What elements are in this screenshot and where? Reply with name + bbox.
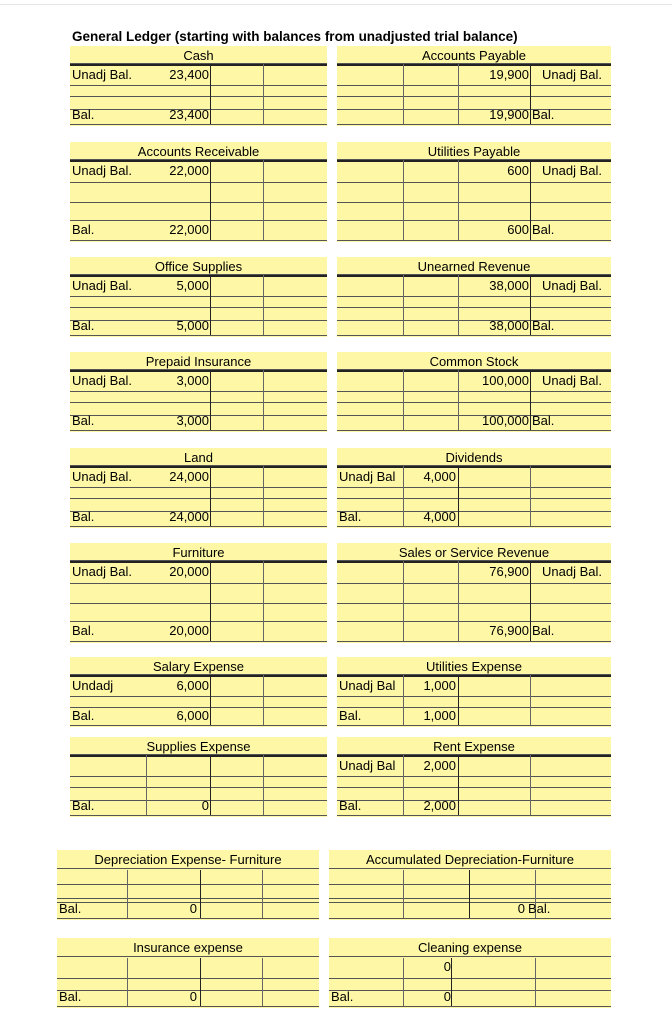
entry-label: Bal. xyxy=(72,413,95,428)
utilities-payable-account xyxy=(337,142,611,242)
entry-amount: 600 xyxy=(507,222,529,237)
ledger-column-rule xyxy=(127,958,128,1006)
ledger-rule xyxy=(329,990,611,991)
debit-credit-divider xyxy=(530,160,531,240)
entry-amount: 5,000 xyxy=(176,278,209,293)
entry-amount: 6,000 xyxy=(176,708,209,723)
cash-account xyxy=(70,46,327,126)
ledger-column-rule xyxy=(263,675,264,725)
ledger-rule xyxy=(70,621,327,622)
ledger-rule xyxy=(70,240,327,241)
utilities-expense-account xyxy=(337,657,611,727)
ledger-rule xyxy=(329,868,611,869)
accumulated-depreciation-account xyxy=(329,850,611,920)
entry-label: Bal. xyxy=(528,901,551,916)
entry-amount: 76,900 xyxy=(489,564,529,579)
entry-amount: 20,000 xyxy=(169,623,209,638)
entry-amount: 0 xyxy=(189,901,197,916)
entry-label: Undadj xyxy=(72,678,114,693)
ledger-rule xyxy=(337,391,611,392)
ledger-rule xyxy=(70,335,327,336)
entry-amount: 38,000 xyxy=(489,318,529,333)
land-account xyxy=(70,448,327,528)
ledger-column-rule xyxy=(403,275,404,335)
t-account-top-rule xyxy=(70,466,327,468)
entry-amount: 24,000 xyxy=(169,469,209,484)
t-account-top-rule xyxy=(337,675,611,677)
ledger-rule xyxy=(337,641,611,642)
ledger-rule xyxy=(70,85,327,86)
furniture-account xyxy=(70,543,327,643)
entry-amount: 76,900 xyxy=(489,623,529,638)
ledger-column-rule xyxy=(263,64,264,124)
entry-label: Unadj Bal. xyxy=(72,564,132,579)
debit-credit-divider xyxy=(210,466,211,526)
ledger-rule xyxy=(337,402,611,403)
entry-label: Unadj Bal. xyxy=(542,278,602,293)
t-account-top-rule xyxy=(70,275,327,277)
ledger-rule xyxy=(337,240,611,241)
ledger-rule xyxy=(57,956,319,957)
rent-expense-account xyxy=(337,737,611,817)
debit-credit-divider xyxy=(458,675,459,725)
account-title: Utilities Expense xyxy=(425,659,523,674)
ledger-column-rule xyxy=(262,870,263,918)
entry-label: Bal. xyxy=(532,413,555,428)
account-title: Insurance expense xyxy=(133,940,243,955)
account-title: Accounts Receivable xyxy=(137,144,260,159)
entry-label: Unadj Bal. xyxy=(72,469,132,484)
account-title: Cleaning expense xyxy=(417,940,523,955)
t-account-top-rule xyxy=(70,675,327,677)
ledger-rule xyxy=(337,725,611,726)
entry-amount: 3,000 xyxy=(176,413,209,428)
account-title: Prepaid Insurance xyxy=(145,354,252,369)
ledger-column-rule xyxy=(262,958,263,1006)
ledger-rule xyxy=(70,815,327,816)
ledger-rule xyxy=(337,202,611,203)
entry-label: Bal. xyxy=(72,509,95,524)
debit-credit-divider xyxy=(458,755,459,815)
office-supplies-account xyxy=(70,257,327,337)
account-title: Common Stock xyxy=(429,354,519,369)
ledger-rule xyxy=(70,430,327,431)
ledger-column-rule xyxy=(127,870,128,918)
accounts-payable-account xyxy=(337,46,611,126)
entry-label: Bal. xyxy=(339,708,362,723)
ledger-rule xyxy=(337,511,611,512)
ledger-rule xyxy=(329,898,611,899)
ledger-rule xyxy=(70,391,327,392)
account-title: Sales or Service Revenue xyxy=(398,545,550,560)
debit-credit-divider xyxy=(210,160,211,240)
entry-amount: 3,000 xyxy=(176,373,209,388)
debit-credit-divider xyxy=(210,561,211,641)
entry-amount: 1,000 xyxy=(423,708,456,723)
t-account-top-rule xyxy=(337,370,611,372)
entry-amount: 0 xyxy=(189,989,197,1004)
ledger-column-rule xyxy=(403,160,404,240)
ledger-rule xyxy=(337,583,611,584)
ledger-rule xyxy=(337,776,611,777)
ledger-column-rule xyxy=(403,370,404,430)
ledger-column-rule xyxy=(530,675,531,725)
ledger-column-rule xyxy=(263,561,264,641)
entry-amount: 19,900 xyxy=(489,107,529,122)
t-account-top-rule xyxy=(337,466,611,468)
entry-amount: 100,000 xyxy=(482,413,529,428)
ledger-rule xyxy=(329,956,611,957)
ledger-rule xyxy=(70,526,327,527)
ledger-rule xyxy=(70,498,327,499)
debit-credit-divider xyxy=(530,64,531,124)
ledger-column-rule xyxy=(403,561,404,641)
page-title: General Ledger (starting with balances from unadjusted trial balance) xyxy=(72,29,518,44)
entry-label: Bal. xyxy=(331,989,354,1004)
ledger-rule xyxy=(57,918,319,919)
ledger-rule xyxy=(337,696,611,697)
account-title: Rent Expense xyxy=(433,739,515,754)
entry-amount: 23,400 xyxy=(169,67,209,82)
ledger-rule xyxy=(57,978,319,979)
ledger-column-rule xyxy=(263,755,264,815)
entry-label: Bal. xyxy=(72,222,95,237)
t-account-top-rule xyxy=(337,160,611,162)
t-account-top-rule xyxy=(337,561,611,563)
entry-label: Bal. xyxy=(59,989,82,1004)
ledger-rule xyxy=(70,725,327,726)
ledger-column-rule xyxy=(263,160,264,240)
entry-amount: 24,000 xyxy=(169,509,209,524)
unearned-revenue-account xyxy=(337,257,611,337)
entry-amount: 22,000 xyxy=(169,222,209,237)
entry-label: Unadj Bal xyxy=(339,678,396,693)
debit-credit-divider xyxy=(210,275,211,335)
entry-label: Unadj Bal. xyxy=(542,373,602,388)
ledger-rule xyxy=(337,787,611,788)
entry-amount: 4,000 xyxy=(423,509,456,524)
entry-label: Bal. xyxy=(532,318,555,333)
ledger-rule xyxy=(337,800,611,801)
ledger-rule xyxy=(70,402,327,403)
ledger-column-rule xyxy=(403,870,404,918)
account-title: Utilities Payable xyxy=(427,144,521,159)
ledger-rule xyxy=(337,296,611,297)
debit-credit-divider xyxy=(210,370,211,430)
ledger-rule xyxy=(70,776,327,777)
ledger-rule xyxy=(70,787,327,788)
ledger-rule xyxy=(337,335,611,336)
debit-credit-divider xyxy=(210,64,211,124)
ledger-rule xyxy=(57,868,319,869)
ledger-rule xyxy=(337,603,611,604)
ledger-rule xyxy=(70,182,327,183)
entry-amount: 22,000 xyxy=(169,163,209,178)
top-divider xyxy=(0,4,672,5)
entry-amount: 0 xyxy=(201,798,209,813)
salary-expense-account xyxy=(70,657,327,727)
ledger-rule xyxy=(70,641,327,642)
depreciation-expense-account xyxy=(57,850,319,920)
entry-label: Bal. xyxy=(532,222,555,237)
debit-credit-divider xyxy=(530,370,531,430)
t-account-top-rule xyxy=(70,160,327,162)
dividends-account xyxy=(337,448,611,528)
ledger-rule xyxy=(337,487,611,488)
t-account-top-rule xyxy=(70,561,327,563)
ledger-rule xyxy=(70,220,327,221)
account-title: Accumulated Depreciation-Furniture xyxy=(365,852,575,867)
ledger-rule xyxy=(70,202,327,203)
entry-amount: 0 xyxy=(443,989,451,1004)
entry-amount: 20,000 xyxy=(169,564,209,579)
entry-amount: 4,000 xyxy=(423,469,456,484)
ledger-rule xyxy=(337,220,611,221)
ledger-rule xyxy=(337,124,611,125)
entry-amount: 23,400 xyxy=(169,107,209,122)
entry-amount: 1,000 xyxy=(423,678,456,693)
entry-amount: 0 xyxy=(443,959,451,974)
entry-amount: 600 xyxy=(507,163,529,178)
entry-label: Unadj Bal. xyxy=(72,373,132,388)
debit-credit-divider xyxy=(530,561,531,641)
entry-label: Unadj Bal. xyxy=(72,163,132,178)
entry-label: Unadj Bal xyxy=(339,469,396,484)
debit-credit-divider xyxy=(200,958,201,1006)
entry-label: Unadj Bal. xyxy=(542,564,602,579)
t-account-top-rule xyxy=(337,755,611,757)
debit-credit-divider xyxy=(458,466,459,526)
ledger-rule xyxy=(337,498,611,499)
entry-amount: 0 xyxy=(517,901,525,916)
entry-label: Bal. xyxy=(72,798,95,813)
account-title: Land xyxy=(184,450,213,465)
ledger-rule xyxy=(70,696,327,697)
supplies-expense-account xyxy=(70,737,327,817)
entry-label: Unadj Bal. xyxy=(72,67,132,82)
entry-amount: 38,000 xyxy=(489,278,529,293)
account-title: Accounts Payable xyxy=(421,48,527,63)
ledger-column-rule xyxy=(263,466,264,526)
entry-label: Unadj Bal xyxy=(339,758,396,773)
sales-revenue-account xyxy=(337,543,611,643)
t-account-top-rule xyxy=(70,64,327,66)
t-account-top-rule xyxy=(337,64,611,66)
insurance-expense-account xyxy=(57,938,319,1008)
entry-label: Bal. xyxy=(339,798,362,813)
ledger-rule xyxy=(70,124,327,125)
entry-amount: 100,000 xyxy=(482,373,529,388)
ledger-rule xyxy=(70,487,327,488)
entry-label: Bal. xyxy=(532,107,555,122)
ledger-rule xyxy=(329,918,611,919)
ledger-rule xyxy=(70,307,327,308)
ledger-column-rule xyxy=(263,370,264,430)
account-title: Supplies Expense xyxy=(146,739,251,754)
ledger-rule xyxy=(329,1006,611,1007)
account-title: Cash xyxy=(183,48,214,63)
entry-label: Bal. xyxy=(72,708,95,723)
ledger-rule xyxy=(70,583,327,584)
t-account-top-rule xyxy=(70,370,327,372)
ledger-rule xyxy=(337,526,611,527)
debit-credit-divider xyxy=(200,870,201,918)
ledger-column-rule xyxy=(263,275,264,335)
debit-credit-divider xyxy=(451,958,452,1006)
ledger-rule xyxy=(337,85,611,86)
ledger-rule xyxy=(337,815,611,816)
ledger-rule xyxy=(337,707,611,708)
ledger-rule xyxy=(70,96,327,97)
debit-credit-divider xyxy=(530,275,531,335)
ledger-rule xyxy=(57,898,319,899)
ledger-rule xyxy=(337,621,611,622)
ledger-column-rule xyxy=(530,466,531,526)
ledger-rule xyxy=(57,884,319,885)
t-account-top-rule xyxy=(337,275,611,277)
debit-credit-divider xyxy=(210,755,211,815)
prepaid-insurance-account xyxy=(70,352,327,432)
ledger-rule xyxy=(57,1006,319,1007)
entry-label: Bal. xyxy=(59,901,82,916)
entry-amount: 2,000 xyxy=(423,758,456,773)
ledger-column-rule xyxy=(403,64,404,124)
common-stock-account xyxy=(337,352,611,432)
entry-amount: 6,000 xyxy=(176,678,209,693)
ledger-rule xyxy=(337,430,611,431)
account-title: Unearned Revenue xyxy=(417,259,531,274)
accounts-receivable-account xyxy=(70,142,327,242)
account-title: Depreciation Expense- Furniture xyxy=(94,852,282,867)
ledger-column-rule xyxy=(535,958,536,1006)
entry-label: Bal. xyxy=(72,623,95,638)
ledger-rule xyxy=(337,96,611,97)
entry-amount: 5,000 xyxy=(176,318,209,333)
entry-label: Bal. xyxy=(72,107,95,122)
t-account-top-rule xyxy=(70,755,327,757)
entry-label: Bal. xyxy=(532,623,555,638)
entry-label: Unadj Bal. xyxy=(542,67,602,82)
debit-credit-divider xyxy=(210,675,211,725)
account-title: Dividends xyxy=(445,450,503,465)
entry-amount: 19,900 xyxy=(489,67,529,82)
entry-label: Bal. xyxy=(339,509,362,524)
ledger-rule xyxy=(329,978,611,979)
account-title: Office Supplies xyxy=(154,259,243,274)
ledger-rule xyxy=(70,603,327,604)
entry-amount: 2,000 xyxy=(423,798,456,813)
ledger-rule xyxy=(337,182,611,183)
ledger-column-rule xyxy=(530,755,531,815)
account-title: Furniture xyxy=(172,545,225,560)
ledger-rule xyxy=(337,307,611,308)
account-title: Salary Expense xyxy=(152,659,245,674)
entry-label: Bal. xyxy=(72,318,95,333)
entry-label: Unadj Bal. xyxy=(542,163,602,178)
ledger-rule xyxy=(329,884,611,885)
cleaning-expense-account xyxy=(329,938,611,1008)
ledger-rule xyxy=(70,296,327,297)
entry-label: Unadj Bal. xyxy=(72,278,132,293)
